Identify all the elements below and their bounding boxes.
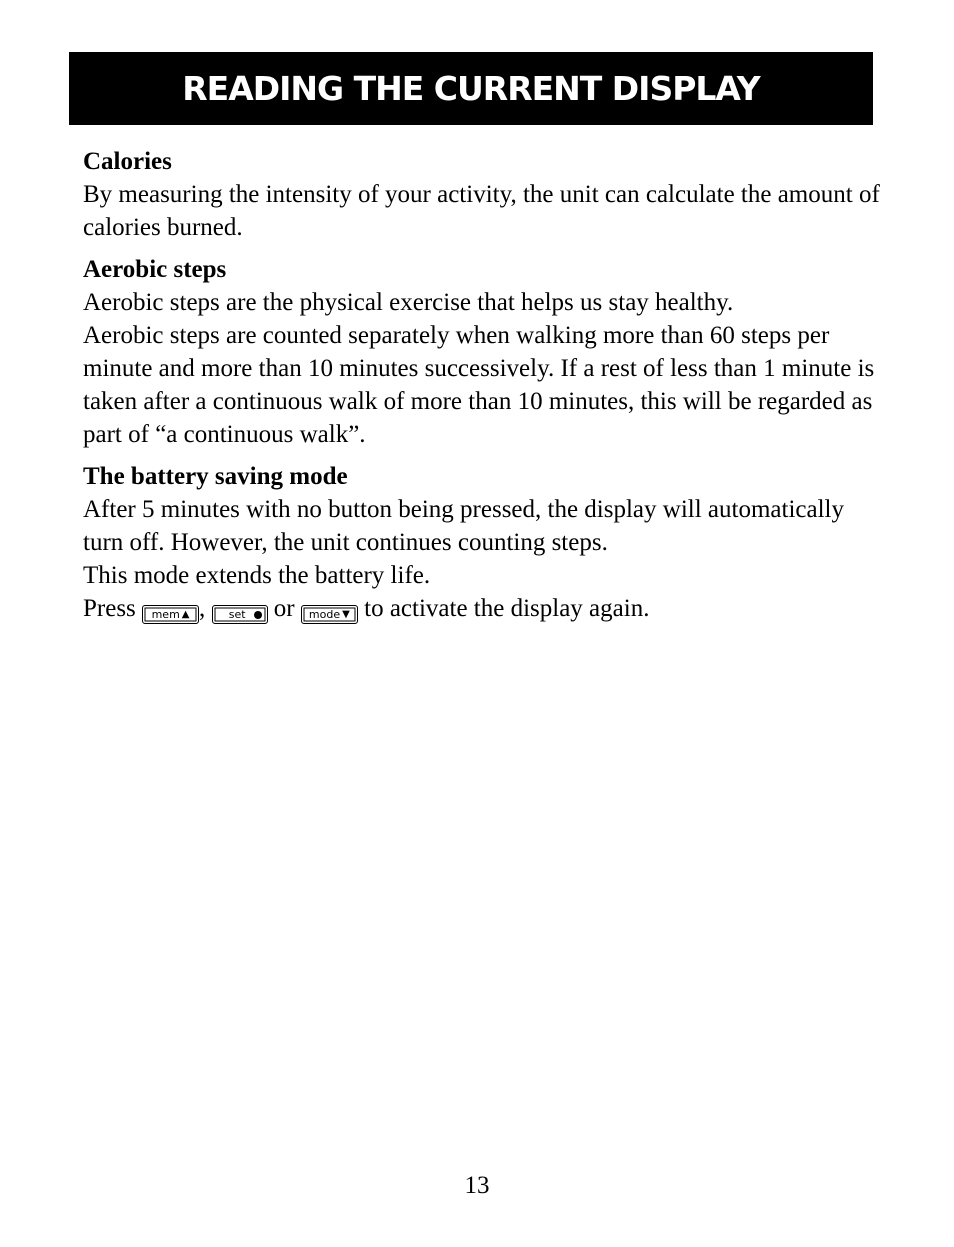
press-separator-comma: , (199, 595, 212, 622)
mem-button-label: mem (151, 608, 180, 621)
section-paragraph: Aerobic steps are the physical exercise that helps us stay healthy. (83, 289, 734, 316)
content-body (83, 145, 883, 634)
up-triangle-icon: ▲ (181, 609, 190, 620)
press-prefix: Press (83, 595, 143, 622)
section-heading: Aerobic steps (83, 256, 227, 283)
down-triangle-icon: ▼ (342, 609, 350, 620)
section-paragraph: Aerobic steps are counted separately when walking more than 60 steps per minute and more than 10 minutes successively. If a rest of less than 1 minute is taken after a continuous walk of more than 10 minutes, this will be regarded as part of “a continuous walk”. (83, 322, 875, 448)
press-suffix: to activate the display again. (357, 595, 650, 622)
mode-button-label: mode (308, 608, 341, 621)
section-heading: The battery saving mode (83, 463, 348, 490)
section-paragraph: By measuring the intensity of your activity, the unit can calculate the amount of calories burned. (83, 181, 880, 241)
mem-button-symbol (142, 605, 199, 624)
section-paragraph: After 5 minutes with no button being pressed, the display will automatically turn off. However, the unit continues counting steps. (83, 496, 844, 556)
section-paragraph: This mode extends the battery life. (83, 562, 431, 589)
section-calories (83, 145, 883, 244)
page-number: 13 (464, 1172, 490, 1199)
press-instruction (83, 592, 883, 625)
set-button-symbol (212, 605, 268, 624)
set-button-label: set (228, 608, 246, 621)
section-aerobic-steps (83, 253, 883, 451)
mode-button-symbol (301, 605, 358, 624)
press-separator-or: or (267, 595, 301, 622)
page-title: READING THE CURRENT DISPLAY (69, 52, 873, 125)
section-heading: Calories (83, 148, 172, 175)
dot-icon (254, 611, 262, 619)
section-battery-saving (83, 460, 883, 625)
